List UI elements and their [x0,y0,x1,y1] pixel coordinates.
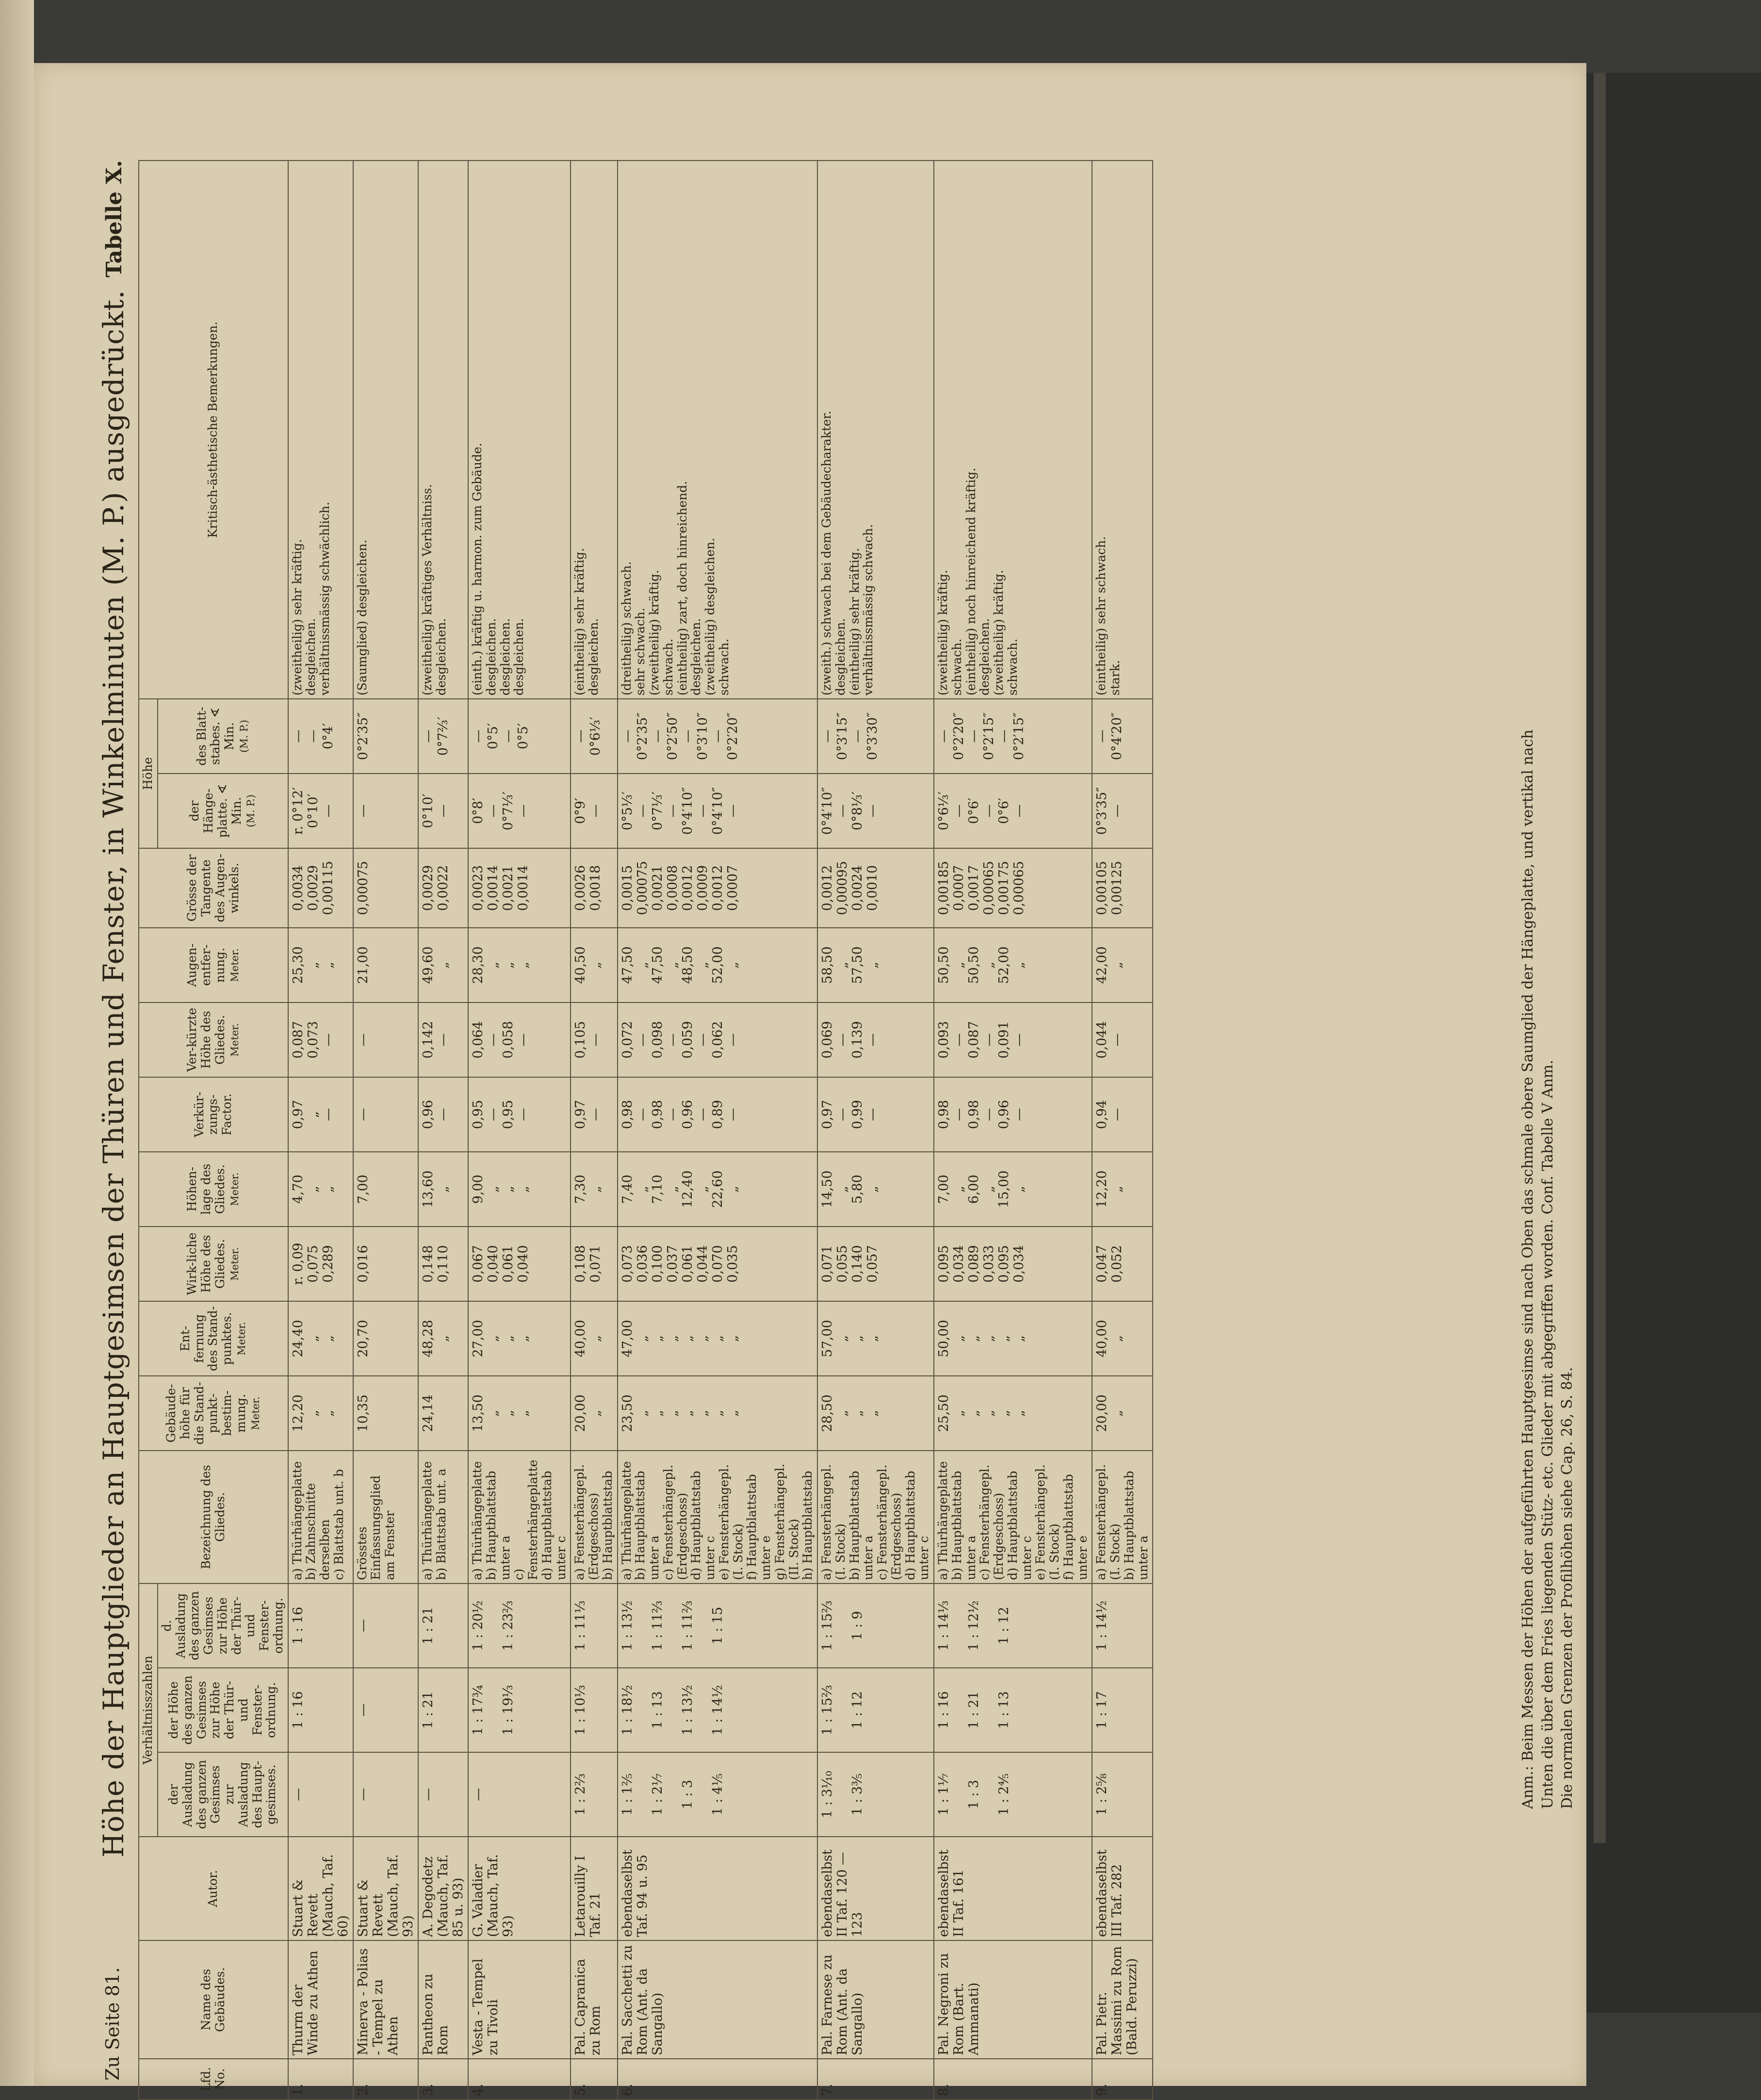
cell-v1: — [418,1752,468,1837]
cell-hl: 7,40 „ 7,10 „ 12,40 „ 22,60 „ [618,1152,818,1227]
cell-autor: Letarouilly I Taf. 21 [571,1837,617,1940]
col-vz-group: Verhältnisszahlen [139,1583,158,1837]
cell-aug: 49,60 „ [418,928,468,1002]
cell-entf: 27,00 „ „ „ [468,1301,571,1376]
cell-aug: 25,30 „ „ [288,928,353,1002]
cell-autor: ebendaselbst III Taf. 282 [1092,1837,1153,1940]
cell-bez: a) Fensterhängepl. (I. Stock) b) Hauptblattstab unter a c) Fensterhängepl. (Erdgeschoss) d) Hauptblattstab unter c [817,1451,934,1583]
cell-fak: — [353,1077,418,1152]
cell-tan: 0,0023 0,0014 0,0021 0,0014 [468,848,571,928]
rotated-table-area [82,160,1611,2100]
cell-hp: 0°9′ — [571,774,617,848]
cell-v2: 1 : 18½ 1 : 13 1 : 13½ 1 : 14½ [618,1668,818,1752]
footnote-line-3: Die normalen Grenzen der Profilhöhen siehe Cap. 26, S. 84. [1559,1367,1576,1809]
cell-wirk: 0,073 0,036 0,100 0,037 0,061 0,044 0,070 0,035 [618,1227,818,1301]
cell-v3: 1 : 11⅓ [571,1583,617,1668]
col-vz1: der Ausladung des ganzen Gesimses zur Ausladung des Haupt-gesimses. [158,1752,288,1837]
cell-tan: 0,00075 [353,848,418,928]
col-vz2: der Höhe des ganzen Gesimses zur Höhe der Thür- und Fenster-ordnung. [158,1668,288,1752]
cell-bez: a) Thürhängeplatte b) Hauptblattstab unter a c) Fensterhängepl. (Erdgeschoss) d) Hauptblattstab unter c e) Fensterhängepl. (I. Stock) f) Hauptblattstab unter e [934,1451,1092,1583]
cell-bem: (zweitheilig) kräftig. schwach. (eintheilig) noch hinreichend kräftig. desgleichen. (zweitheilig) kräftig. schwach. [934,161,1092,699]
col-hoehe-group: Höhe [139,699,158,848]
cell-v3: 1 : 16 [288,1583,353,1668]
cell-v1: — [353,1752,418,1837]
cell-bez: a) Thürhängeplatte b) Hauptblattstab unter a c) Fensterhängeplatte d) Hauptblattstab unter c [468,1451,571,1583]
cell-bs: — 0°2′35″ — 0°2′50″ — 0°3′10″ — 0°2′20″ [618,699,818,774]
cell-name: Pal. Negroni zu Rom (Bart. Ammanati) [934,1940,1092,2059]
cell-tan: 0,0034 0,0029 0,00115 [288,848,353,928]
cell-entf: 20,70 [353,1301,418,1376]
cell-fak: 0,97 „ — [288,1077,353,1152]
cell-vh: 0,069 — 0,139 — [817,1002,934,1077]
cell-tan: 0,0026 0,0018 [571,848,617,928]
cell-no: 7. [817,2059,934,2100]
cell-v2: — [353,1668,418,1752]
col-name: Name des Gebäudes. [139,1940,288,2059]
cell-aug: 21,00 [353,928,418,1002]
cell-gebh: 13,50 „ „ „ [468,1376,571,1451]
cell-aug: 42,00 „ [1092,928,1153,1002]
col-augen: Augen-entfer-nung. Meter. [139,928,288,1002]
cell-entf: 50,00 „ „ „ „ „ [934,1301,1092,1376]
cell-bs: — 0°4′20″ [1092,699,1153,774]
col-autor: Autor. [139,1837,288,1940]
cell-wirk: 0,095 0,034 0,089 0,033 0,095 0,034 [934,1227,1092,1301]
cell-name: Pal. Capranica zu Rom [571,1940,617,2059]
cell-name: Pal. Pietr. Massimi zu Rom (Bald. Peruzzi) [1092,1940,1153,2059]
cell-no: 5. [571,2059,617,2100]
cell-hp: 0°5⅓′ — 0°7⅓′ — 0°4′10″ — 0°4′10″ — [618,774,818,848]
cell-hl: 7,00 [353,1152,418,1227]
cell-hl: 9,00 „ „ „ [468,1152,571,1227]
cell-no: 3. [418,2059,468,2100]
cell-tan: 0,00185 0,0007 0,0017 0,00065 0,00175 0,00065 [934,848,1092,928]
col-bem: Kritisch-ästhetische Bemerkungen. [139,161,288,699]
table-row [817,161,934,2100]
table-row [1092,161,1153,2100]
cell-no: 9. [1092,2059,1153,2100]
cell-gebh: 12,20 „ „ [288,1376,353,1451]
cell-tan: 0,0012 0,00095 0,0024 0,0010 [817,848,934,928]
cell-fak: 0,98 — 0,98 — 0,96 — 0,89 — [618,1077,818,1152]
cell-bs: — 0°5′ — 0°5′ [468,699,571,774]
cell-v1: 1 : 2⅔ [571,1752,617,1837]
cell-no: 8. [934,2059,1092,2100]
cell-no: 1. [288,2059,353,2100]
cell-v2: 1 : 16 [288,1668,353,1752]
table-row [418,161,468,2100]
cell-v1: 1 : 2⅝ [1092,1752,1153,1837]
cell-name: Thurm der Winde zu Athen [288,1940,353,2059]
table-row [571,161,617,2100]
cell-v1: — [468,1752,571,1837]
col-vz3: d. Ausladung des ganzen Gesimses zur Höhe der Thür- und Fenster-ordnung. [158,1583,288,1668]
cell-v1: 1 : 3⅒ 1 : 3⅗ [817,1752,934,1837]
col-blatt: des Blatt-stabes. ∢ Min. (M. P.) [158,699,288,774]
table-row [618,161,818,2100]
footnote-line-1: Anm.: Beim Messen der Höhen der aufgeführten Hauptgesimse sind nach Oben das schmale obere Saumglied der Hängeplatte, und vertikal nach [1519,729,1536,1809]
cell-hl: 7,00 „ 6,00 „ 15,00 „ [934,1152,1092,1227]
cell-autor: Stuart & Revett (Mauch, Taf. 93) [353,1837,418,1940]
cell-bez: a) Thürhängeplatte b) Zahnschnitte derselben c) Blattstab unt. b [288,1451,353,1583]
cell-v2: 1 : 10⅓ [571,1668,617,1752]
cell-bez: Grösstes Einfassungsglied am Fenster [353,1451,418,1583]
cell-wirk: 0,016 [353,1227,418,1301]
col-tangente: Grösse der Tangente des Augen-winkels. [139,848,288,928]
cell-aug: 28,30 „ „ „ [468,928,571,1002]
cell-v3: 1 : 14⅓ 1 : 12½ 1 : 12 [934,1583,1092,1668]
cell-name: Minerva - Polias - Tempel zu Athen [353,1940,418,2059]
cell-vh: 0,072 — 0,098 — 0,059 — 0,062 — [618,1002,818,1077]
cell-hl: 13,60 „ [418,1152,468,1227]
cell-bs: — 0°3′15″ — 0°3′30″ [817,699,934,774]
cell-bem: (zweitheilig) sehr kräftig. desgleichen. verhältnissmässig schwächlich. [288,161,353,699]
footnote [1518,729,1578,1809]
cell-v2: 1 : 21 [418,1668,468,1752]
cell-tan: 0,0015 0,00075 0,0021 0,0008 0,0012 0,0009 0,0012 0,0007 [618,848,818,928]
table-row [288,161,353,2100]
cell-v3: 1 : 14½ [1092,1583,1153,1668]
col-faktor: Verkür-zungs-Factor. [139,1077,288,1152]
cell-vh: 0,064 — 0,058 — [468,1002,571,1077]
cell-bem: (zweith.) schwach bei dem Gebäudecharakter. desgleichen. (eintheilig) sehr kräftig. verhältnissmässig schwach. [817,161,934,699]
cell-hp: — [353,774,418,848]
cell-entf: 47,00 „ „ „ „ „ „ „ [618,1301,818,1376]
col-hoehenlage: Höhen-lage des Gliedes. Meter. [139,1152,288,1227]
cell-v3: 1 : 21 [418,1583,468,1668]
cell-fak: 0,95 — 0,95 — [468,1077,571,1152]
cell-wirk: 0,148 0,110 [418,1227,468,1301]
cell-no: 2. [353,2059,418,2100]
footnote-line-2: Unten die über dem Fries liegenden Stütz- etc. Glieder mit abgegriffen worden. Conf. Tabelle V Anm. [1539,1060,1556,1809]
page-header [97,160,131,2100]
cell-hp: r. 0°12′ 0°10′ — [288,774,353,848]
cell-bs: — 0°7⅔′ [418,699,468,774]
cell-hp: 0°4′10″ — 0°8⅓′ — [817,774,934,848]
data-table [138,160,1153,2100]
cell-v1: 1 : 1⅖ 1 : 2⅐ 1 : 3 1 : 4⅕ [618,1752,818,1837]
cell-entf: 40,00 „ [1092,1301,1153,1376]
col-bez: Bezeichnung des Gliedes. [139,1451,288,1583]
cell-tan: 0,00105 0,00125 [1092,848,1153,928]
cell-gebh: 25,50 „ „ „ „ „ [934,1376,1092,1451]
cell-entf: 57,00 „ „ „ [817,1301,934,1376]
cell-no: 4. [468,2059,571,2100]
cell-v3: 1 : 15⅔ 1 : 9 [817,1583,934,1668]
cell-bs: — 0°6⅓′ [571,699,617,774]
table-row [468,161,571,2100]
cell-vh: 0,105 — [571,1002,617,1077]
table-row [353,161,418,2100]
table-body [288,161,1153,2100]
cell-gebh: 10,35 [353,1376,418,1451]
cell-bez: a) Fensterhängepl. (Erdgeschoss) b) Hauptblattstab [571,1451,617,1583]
cell-autor: ebendaselbst II Taf. 120 —123 [817,1837,934,1940]
cell-hl: 12,20 „ [1092,1152,1153,1227]
book-cover [1586,73,1761,2013]
cell-vh: 0,093 — 0,087 — 0,091 — [934,1002,1092,1077]
cell-no: 6. [618,2059,818,2100]
cell-bem: (einth.) kräftig u. harmon. zum Gebäude. desgleichen. desgleichen. desgleichen. [468,161,571,699]
col-wirk: Wirk-liche Höhe des Gliedes. Meter. [139,1227,288,1301]
cell-fak: 0,96 — [418,1077,468,1152]
cell-hp: 0°3′35″ — [1092,774,1153,848]
cell-v1: — [288,1752,353,1837]
table-row [934,161,1092,2100]
cell-bez: a) Fensterhängepl. (I. Stock) b) Hauptblattstab unter a [1092,1451,1153,1583]
cell-autor: ebendaselbst II Taf. 161 [934,1837,1092,1940]
cell-wirk: 0,108 0,071 [571,1227,617,1301]
cell-entf: 48,28 „ [418,1301,468,1376]
cell-gebh: 20,00 „ [571,1376,617,1451]
cell-autor: ebendaselbst Taf. 94 u. 95 [618,1837,818,1940]
cell-hl: 7,30 „ [571,1152,617,1227]
cell-wirk: 0,067 0,040 0,061 0,040 [468,1227,571,1301]
col-gebh: Gebäude-höhe für die Stand-punkt-bestim-mung. Meter. [139,1376,288,1451]
cell-fak: 0,94 — [1092,1077,1153,1152]
cell-bem: (zweitheilig) kräftiges Verhältniss. desgleichen. [418,161,468,699]
page-title: Höhe der Hauptglieder an Hauptgesimsen der Thüren und Fenster, in Winkelminuten (M. P.) ausgedrückt. [97,290,130,1858]
cell-bem: (eintheilig) sehr schwach. stark. [1092,161,1153,699]
cell-v1: 1 : 1⅐ 1 : 3 1 : 2⅘ [934,1752,1092,1837]
cell-name: Vesta - Tempel zu Tivoli [468,1940,571,2059]
cell-name: Pal. Farnese zu Rom (Ant. da Sangallo) [817,1940,934,2059]
cell-wirk: 0,047 0,052 [1092,1227,1153,1301]
cell-name: Pal. Sacchetti zu Rom (Ant. da Sangallo) [618,1940,818,2059]
cell-vh: — [353,1002,418,1077]
cell-aug: 40,50 „ [571,928,617,1002]
cell-fak: 0,98 — 0,98 — 0,96 — [934,1077,1092,1152]
cell-hp: 0°6⅓′ — 0°6′ — 0°6′ — [934,774,1092,848]
cell-fak: 0,97 — [571,1077,617,1152]
cell-fak: 0,97 — 0,99 — [817,1077,934,1152]
cell-bez: a) Thürhängeplatte b) Blattstab unt. a [418,1451,468,1583]
cell-v3: 1 : 20½ 1 : 23⅔ [468,1583,571,1668]
header-row [139,161,158,2100]
left-page-edge [0,0,34,2086]
col-lfd: Lfd. No. [139,2059,288,2100]
cell-vh: 0,142 — [418,1002,468,1077]
cell-bs: 0°2′35″ [353,699,418,774]
cell-wirk: 0,071 0,055 0,140 0,057 [817,1227,934,1301]
cell-v3: 1 : 13½ 1 : 11⅔ 1 : 11⅔ 1 : 15 [618,1583,818,1668]
cell-bs: — 0°2′20″ — 0°2′15″ — 0°2′15″ [934,699,1092,774]
cell-gebh: 23,50 „ „ „ „ „ „ „ [618,1376,818,1451]
cell-gebh: 28,50 „ „ „ [817,1376,934,1451]
cell-name: Pantheon zu Rom [418,1940,468,2059]
cell-v2: 1 : 16 1 : 21 1 : 13 [934,1668,1092,1752]
cell-hl: 14,50 „ 5,80 „ [817,1152,934,1227]
page [34,63,1586,2096]
cell-v2: 1 : 17 [1092,1668,1153,1752]
col-verkh: Ver-kürzte Höhe des Gliedes. Meter. [139,1002,288,1077]
cell-entf: 24,40 „ „ [288,1301,353,1376]
cell-v2: 1 : 17¾ 1 : 19⅓ [468,1668,571,1752]
cell-aug: 58,50 „ 57,50 „ [817,928,934,1002]
cell-bem: (Saumglied) desgleichen. [353,161,418,699]
cell-wirk: r. 0,09 0,075 0,289 [288,1227,353,1301]
cell-autor: G. Valadier (Mauch, Taf. 93) [468,1837,571,1940]
cell-aug: 50,50 „ 50,50 „ 52,00 „ [934,928,1092,1002]
cell-hl: 4,70 „ „ [288,1152,353,1227]
cell-bem: (eintheilig) sehr kräftig. desgleichen. [571,161,617,699]
cell-gebh: 20,00 „ [1092,1376,1153,1451]
cell-vh: 0,044 — [1092,1002,1153,1077]
cell-autor: A. Degodetz (Mauch, Taf. 85 u. 93) [418,1837,468,1940]
cell-gebh: 24,14 [418,1376,468,1451]
cell-hp: 0°8′ — 0°7⅓′ — [468,774,571,848]
cell-entf: 40,00 „ [571,1301,617,1376]
col-entf: Ent-fernung des Stand-punktes. Meter. [139,1301,288,1376]
cell-hp: 0°10′ — [418,774,468,848]
page-reference: Zu Seite 81. [102,1967,123,2081]
cell-v3: — [353,1583,418,1668]
cell-tan: 0,0029 0,0022 [418,848,468,928]
cell-vh: 0,087 0,073 — [288,1002,353,1077]
cell-v2: 1 : 15⅔ 1 : 12 [817,1668,934,1752]
cell-aug: 47,50 „ 47,50 „ 48,50 „ 52,00 „ [618,928,818,1002]
cell-bem: (dreitheilig) schwach. sehr schwach. (zweitheilig) kräftig. schwach. (eintheilig) zart, doch hinreichend. desgleichen. (zweitheilig) desgleichen. schwach. [618,161,818,699]
cell-bez: a) Thürhängeplatte b) Hauptblattstab unter a c) Fensterhängepl. (Erdgeschoss) d) Hauptblattstab unter c e) Fensterhängepl. (I. Stock) f) Hauptblattstab unter e g) Fensterhängepl. (II. Stock) h) Hauptblattstab [618,1451,818,1583]
cell-autor: Stuart & Revett (Mauch, Taf. 60) [288,1837,353,1940]
cell-bs: — — 0°4′ [288,699,353,774]
col-haeng: der Hänge-platte. ∢ Min. (M. P.) [158,774,288,848]
table-number: Tabelle X. [102,160,127,277]
